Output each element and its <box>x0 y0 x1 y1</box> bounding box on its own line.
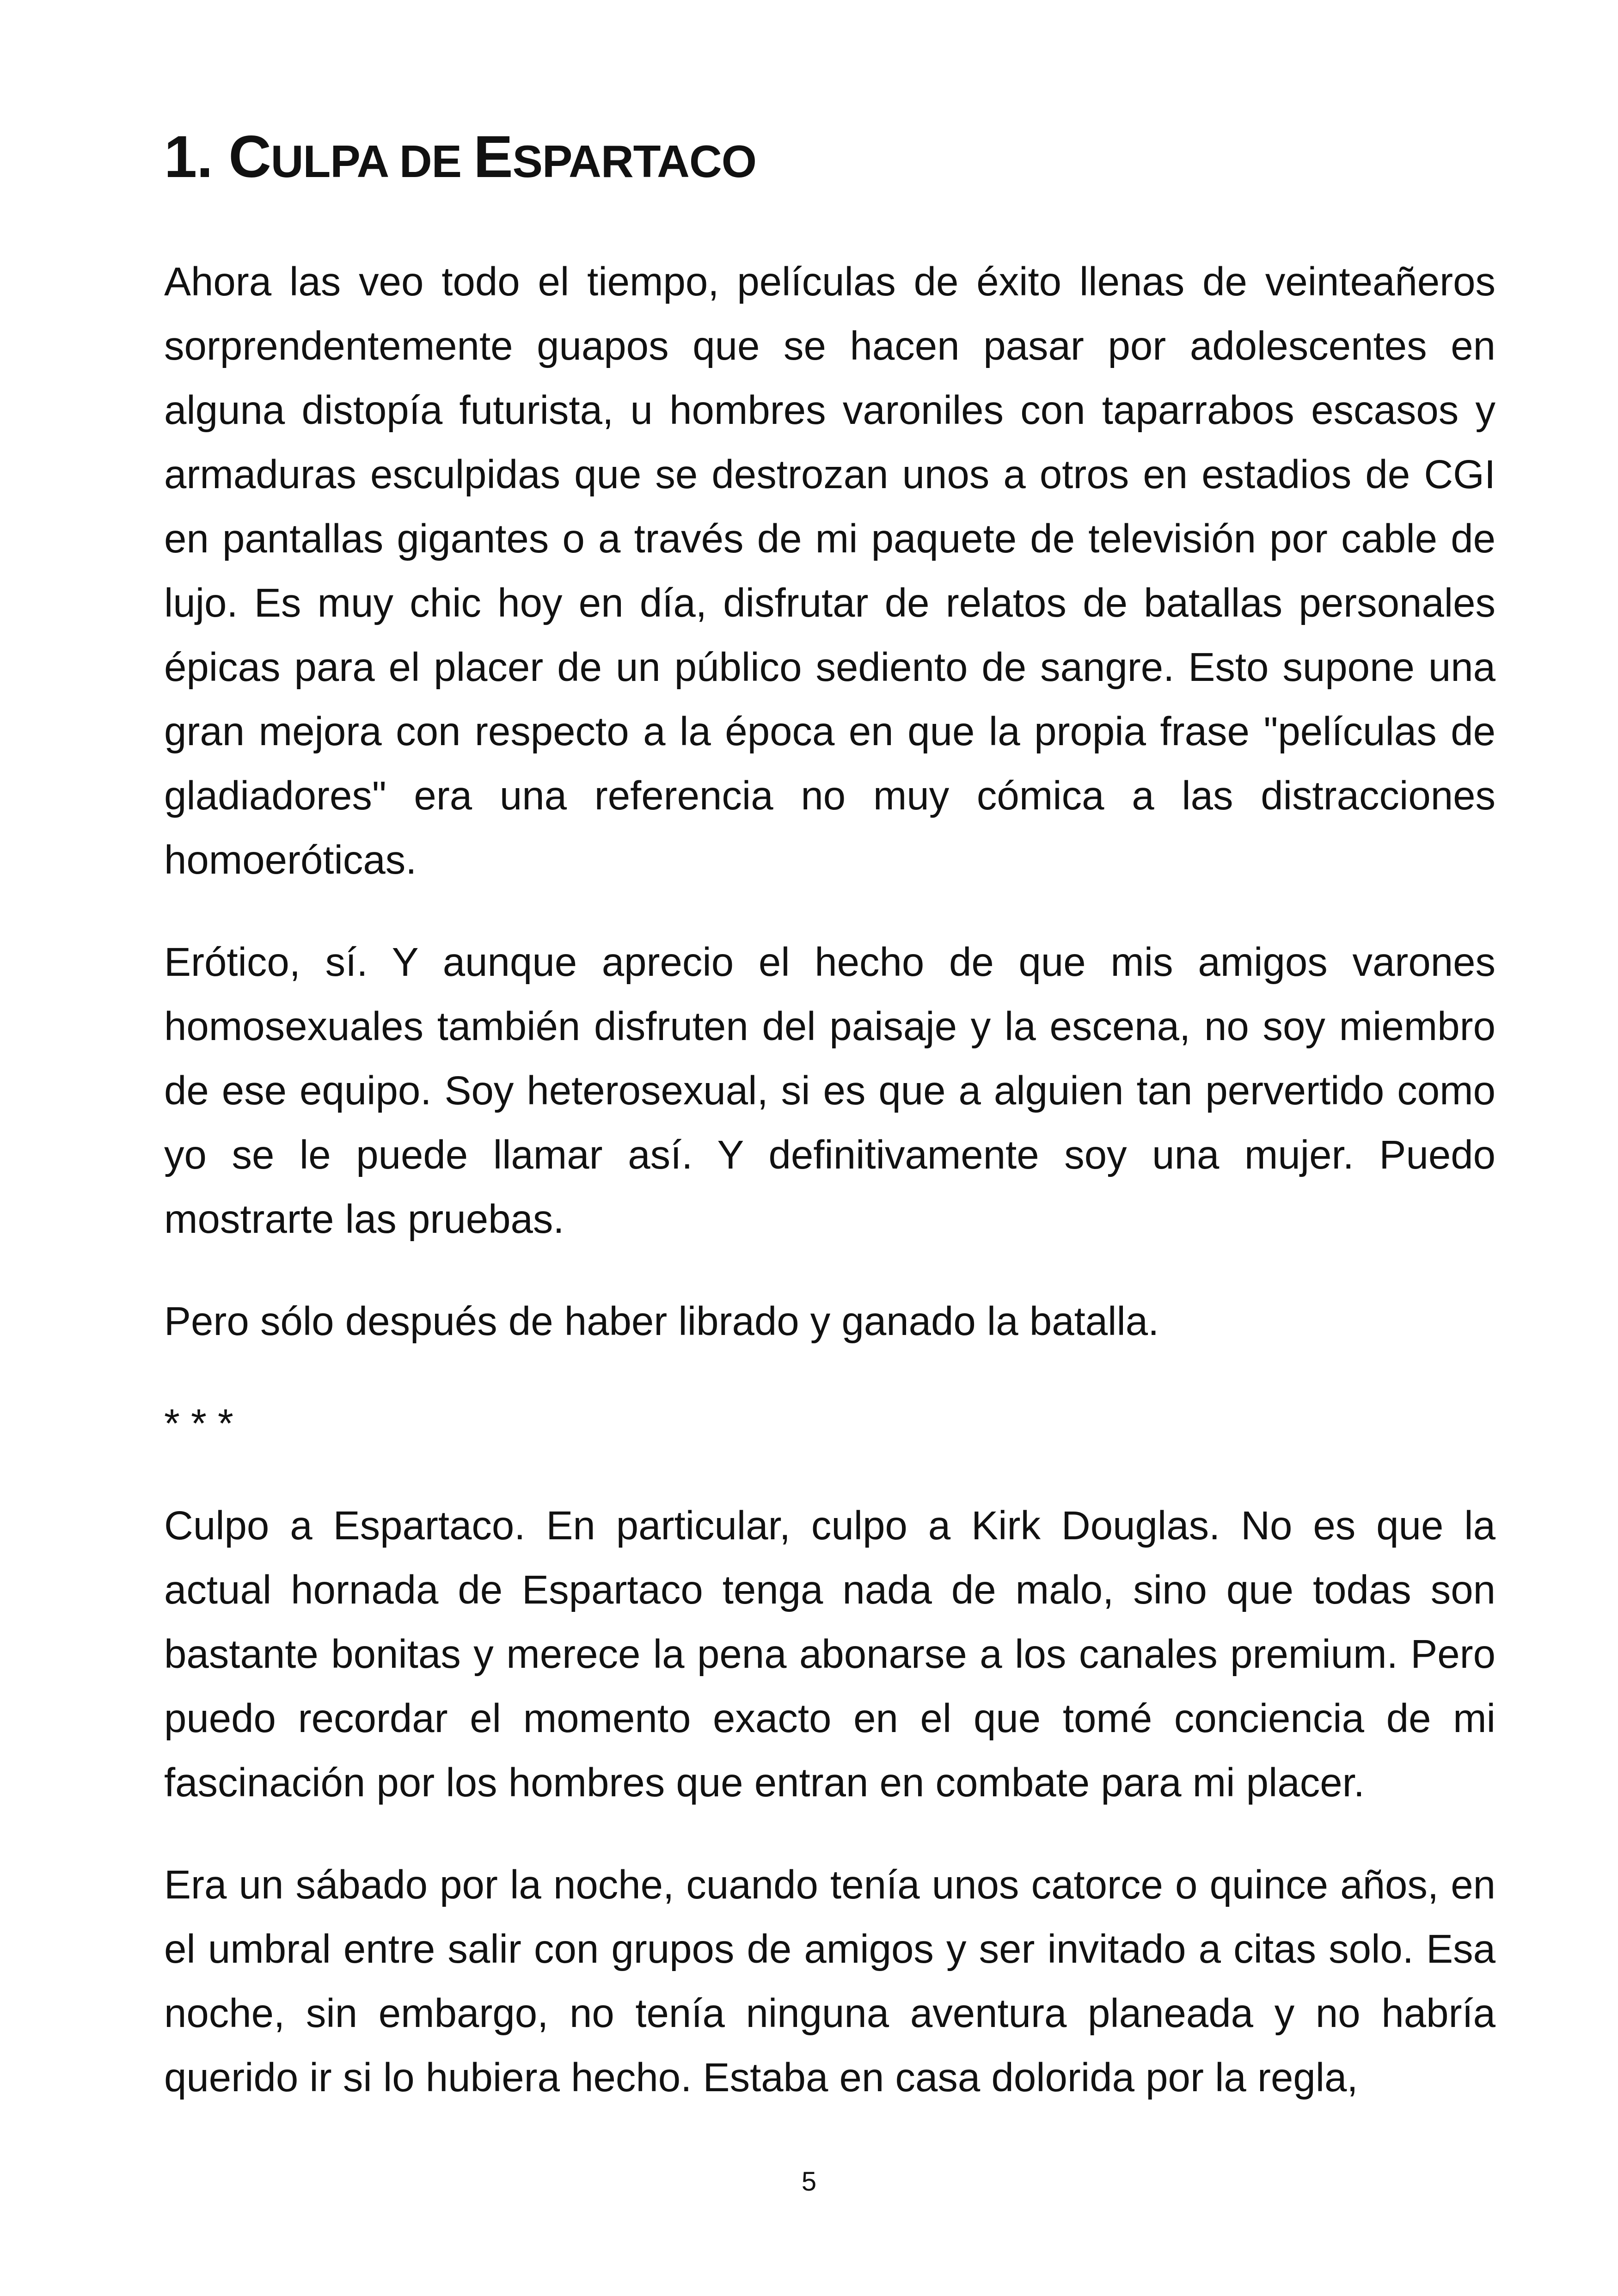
chapter-title-part: C <box>228 124 271 190</box>
paragraph: Pero sólo después de haber librado y ganado la batalla. <box>164 1299 1159 1344</box>
page-number: 5 <box>801 2167 817 2197</box>
chapter-title <box>164 116 756 203</box>
paragraph: Era un sábado por la noche, cuando tenía unos catorce o quince años, en el umbral entre salir con grupos de amigos y ser invitado a citas solo. Esa noche, sin embargo, no tenía ninguna aventura planeada y no habría querido ir si lo hubiera hecho. Estaba en casa dolorida por la regla, <box>164 1862 1495 2100</box>
paragraph: Culpo a Espartaco. En particular, culpo a Kirk Douglas. No es que la actual hornada de Espartaco tenga nada de malo, sino que todas son bastante bonitas y merece la pena abonarse a los canales premium. Pero puedo recordar el momento exacto en el que tomé conciencia de mi fascinación por los hombres que entran en combate para mi placer. <box>164 1503 1495 1805</box>
paragraph: Erótico, sí. Y aunque aprecio el hecho de que mis amigos varones homosexuales también disfruten del paisaje y la escena, no soy miembro de ese equipo. Soy heterosexual, si es que a alguien tan pervertido como yo se le puede llamar así. Y definitivamente soy una mujer. Puedo mostrarte las pruebas. <box>164 940 1495 1242</box>
chapter-body <box>164 250 1495 2148</box>
chapter-title-part: SPARTACO <box>512 136 756 187</box>
chapter-title-part: E <box>473 124 513 190</box>
paragraph: Ahora las veo todo el tiempo, películas de éxito llenas de veinteañeros sorprendentemente guapos que se hacen pasar por adolescentes en alguna distopía futurista, u hombres varoniles con taparrabos escasos y armaduras esculpidas que se destrozan unos a otros en estadios de CGI en pantallas gigantes o a través de mi paquete de televisión por cable de lujo. Es muy chic hoy en día, disfrutar de relatos de batallas personales épicas para el placer de un público sediento de sangre. Esto supone una gran mejora con respecto a la época en que la propia frase "películas de gladiadores" era una referencia no muy cómica a las distracciones homoeróticas. <box>164 259 1495 882</box>
scene-break: * * * <box>164 1401 233 1446</box>
chapter-title-part: ULPA DE <box>270 136 474 187</box>
chapter-number: 1. <box>164 124 213 190</box>
